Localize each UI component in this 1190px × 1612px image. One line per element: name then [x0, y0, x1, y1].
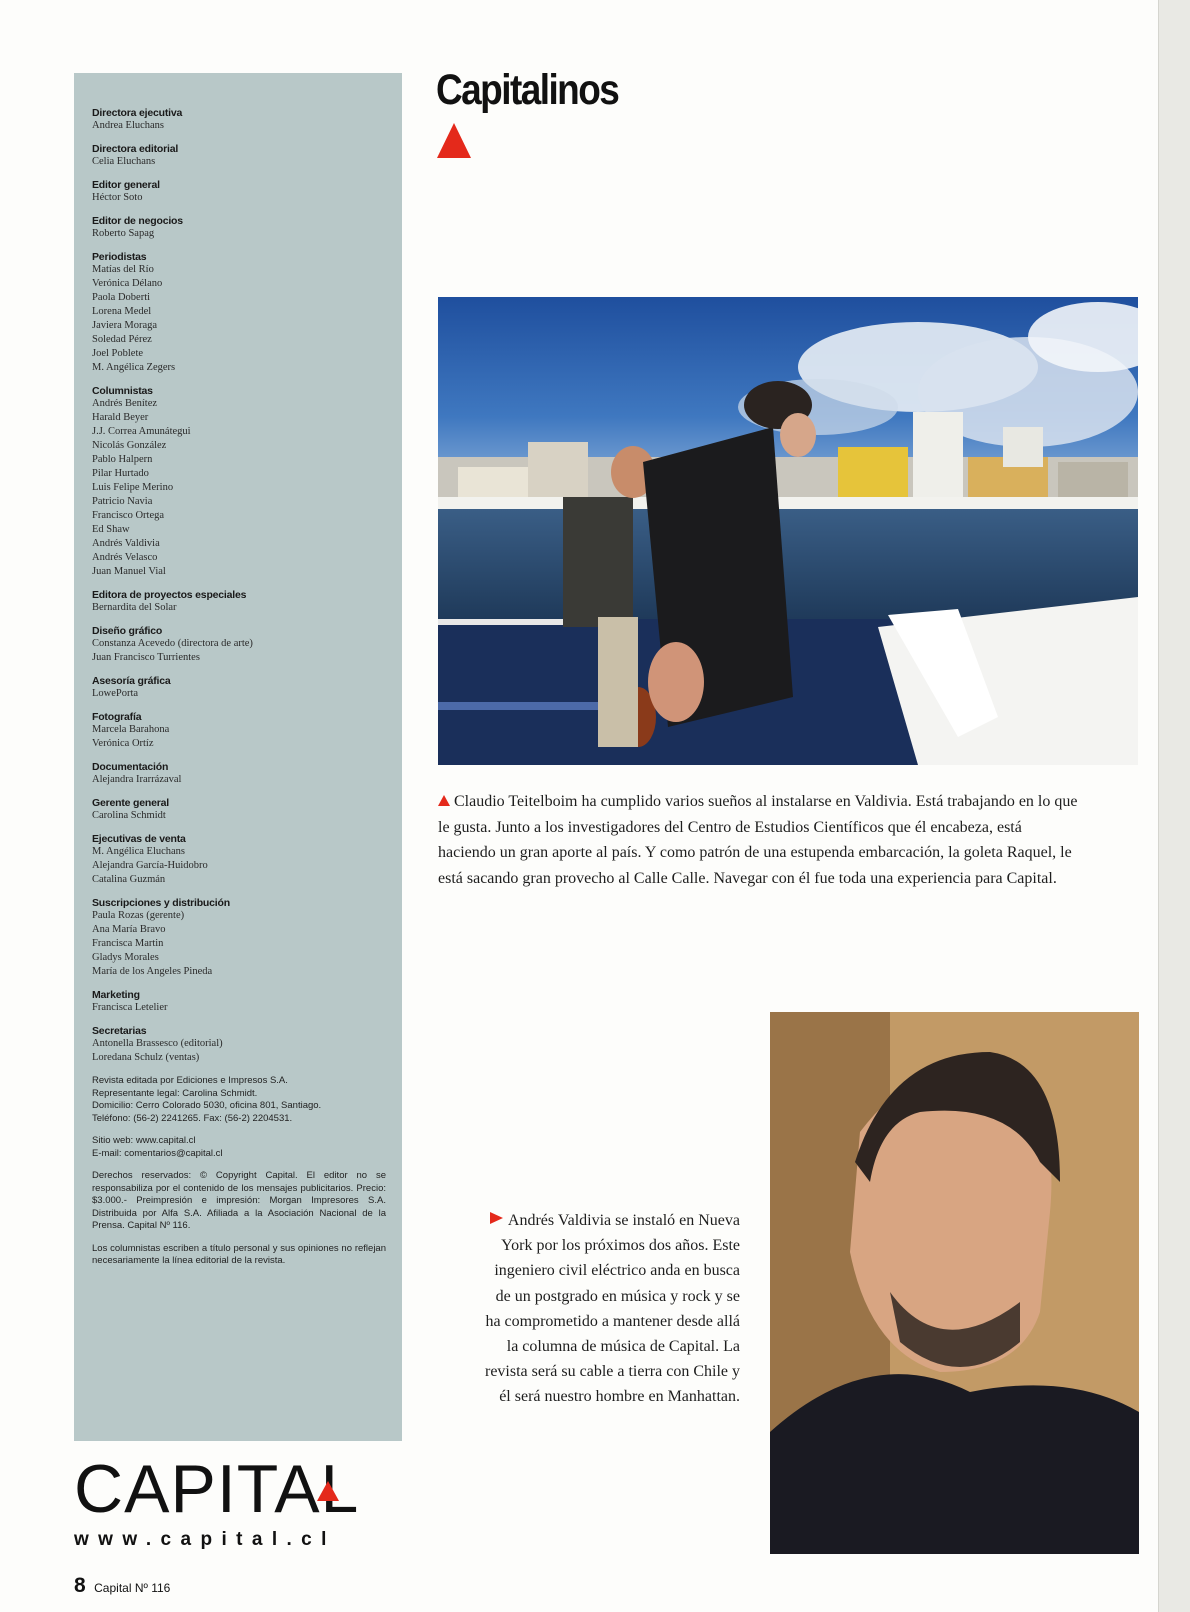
credit-role: Gerente general [92, 797, 169, 809]
caption-teitelboim [438, 789, 1078, 891]
caption-valdivia-text: Andrés Valdivia se instaló en Nueva York por los próximos dos años. Este ingeniero civil eléctrico anda en busca de un postgrado en música y rock y se ha comprometido a mantener desde allá la columna de música de Capital. La revista será su cable a tierra con Chile y él será nuestro hombre en Manhattan. [485, 1212, 740, 1406]
credit-group [92, 675, 386, 701]
credit-name: Paola Doberti [92, 292, 151, 303]
credit-name: Ana María Bravo [92, 924, 166, 935]
logo-triangle-icon [317, 1481, 339, 1501]
caption-triangle-icon [438, 795, 450, 806]
credit-name: Lorena Medel [92, 306, 152, 317]
credit-name: Juan Francisco Turrientes [92, 652, 200, 663]
credit-group [92, 1025, 386, 1065]
credit-group [92, 589, 386, 615]
page-edge [1158, 0, 1190, 1612]
credit-name: M. Angélica Zegers [92, 362, 176, 373]
credit-name: Marcela Barahona [92, 724, 170, 735]
credit-name: María de los Angeles Pineda [92, 966, 213, 977]
credit-group [92, 797, 386, 823]
credit-group [92, 989, 386, 1015]
credit-name: Patricio Navia [92, 496, 153, 507]
credit-name: Celia Eluchans [92, 156, 156, 167]
credit-role: Directora editorial [92, 143, 179, 155]
credit-name: Francisca Letelier [92, 1002, 168, 1013]
credit-group [92, 143, 386, 169]
credit-name: Javiera Moraga [92, 320, 158, 331]
credit-role: Columnistas [92, 385, 153, 397]
credit-name: Bernardita del Solar [92, 602, 177, 613]
publisher-info [92, 1075, 386, 1125]
credit-name: Loredana Schulz (ventas) [92, 1052, 200, 1063]
credit-name: Héctor Soto [92, 192, 143, 203]
credit-group [92, 107, 386, 133]
portrait-illustration [770, 1012, 1139, 1554]
credit-role: Periodistas [92, 251, 147, 263]
caption-arrow-icon [490, 1212, 503, 1224]
publisher-line: Domicilio: Cerro Colorado 5030, oficina 801, Santiago. [92, 1100, 322, 1111]
credit-group [92, 833, 386, 887]
credit-name: Andrés Benítez [92, 398, 158, 409]
credit-role: Suscripciones y distribución [92, 897, 230, 909]
contact-info [92, 1135, 386, 1160]
credit-group [92, 215, 386, 241]
credit-name: Andrea Eluchans [92, 120, 165, 131]
credit-name: Matías del Río [92, 264, 154, 275]
contact-line: Sitio web: www.capital.cl [92, 1135, 196, 1146]
folio [74, 1574, 170, 1598]
logo-url: www.capital.cl [74, 1529, 336, 1550]
credit-group [92, 179, 386, 205]
credit-group [92, 897, 386, 979]
credit-name: Harald Beyer [92, 412, 149, 423]
logo-wordmark: CAPITAL [74, 1451, 360, 1527]
credit-name: Alejandra García-Huidobro [92, 860, 208, 871]
section-triangle-icon [437, 123, 471, 158]
credit-name: Francisca Martin [92, 938, 164, 949]
credit-name: Constanza Acevedo (directora de arte) [92, 638, 253, 649]
issue-label: Capital Nº 116 [94, 1581, 171, 1595]
credit-name: Alejandra Irarrázaval [92, 774, 182, 785]
publisher-line: Revista editada por Ediciones e Impresos S.A. [92, 1075, 288, 1086]
credit-group [92, 625, 386, 665]
credit-name: Pablo Halpern [92, 454, 153, 465]
credit-name: Nicolás González [92, 440, 167, 451]
credit-name: Soledad Pérez [92, 334, 152, 345]
masthead-panel [74, 73, 402, 1441]
credit-name: Carolina Schmidt [92, 810, 166, 821]
credit-name: Juan Manuel Vial [92, 566, 166, 577]
credit-name: Ed Shaw [92, 524, 130, 535]
credit-name: J.J. Correa Amunátegui [92, 426, 191, 437]
credit-name: Paula Rozas (gerente) [92, 910, 185, 921]
credit-name: Gladys Morales [92, 952, 159, 963]
credit-name: Luis Felipe Merino [92, 482, 174, 493]
credit-name: Pilar Hurtado [92, 468, 149, 479]
publisher-line: Representante legal: Carolina Schmidt. [92, 1087, 258, 1099]
credit-name: Verónica Ortíz [92, 738, 154, 749]
credit-name: LowePorta [92, 688, 139, 699]
caption-teitelboim-text: Claudio Teitelboim ha cumplido varios sueños al instalarse en Valdivia. Está trabajando en lo que le gusta. Junto a los investigadores del Centro de Estudios Científicos que él encabeza, está haciendo un gran aporte al país. Y como patrón de una estupenda embarcación, la goleta Raquel, le está sacando gran provecho al Calle Calle. Navegar con él fue toda una experiencia para Capital. [438, 793, 1078, 887]
boat-photo-illustration [438, 297, 1138, 765]
credit-role: Secretarias [92, 1025, 147, 1037]
credit-group [92, 385, 386, 579]
credit-name: Andrés Valdivia [92, 538, 160, 549]
contact-line: E-mail: comentarios@capital.cl [92, 1147, 223, 1159]
credit-group [92, 761, 386, 787]
credit-role: Editor de negocios [92, 215, 183, 227]
columnist-disclaimer: Los columnistas escriben a título personal y sus opiniones no reflejan necesariamente la línea editorial de la revista. [92, 1242, 386, 1266]
credit-name: Andrés Velasco [92, 552, 158, 563]
credit-role: Directora ejecutiva [92, 107, 183, 119]
credit-role: Ejecutivas de venta [92, 833, 186, 845]
photo-boat-valdivia [438, 297, 1138, 765]
credit-name: M. Angélica Eluchans [92, 846, 186, 857]
credit-name: Verónica Délano [92, 278, 163, 289]
rights-notice: Derechos reservados: © Copyright Capital. El editor no se responsabiliza por el contenido de los mensajes publicitarios. Precio: $3.000.- Preimpresión e impresión: Morgan Impresores S.A. Distribuida por Alfa S.A. Afiliada a la Asociación Nacional de la Prensa. Capital Nº 116. [92, 1170, 386, 1231]
photo-andres-valdivia [770, 1012, 1139, 1554]
credit-name: Catalina Guzmán [92, 874, 166, 885]
credit-group [92, 711, 386, 751]
credit-role: Editora de proyectos especiales [92, 589, 247, 601]
credit-name: Antonella Brassesco (editorial) [92, 1038, 223, 1049]
credit-role: Documentación [92, 761, 169, 773]
caption-valdivia [478, 1208, 740, 1410]
credit-role: Asesoría gráfica [92, 675, 171, 687]
masthead-credits [92, 107, 386, 1065]
credit-name: Francisco Ortega [92, 510, 165, 521]
credit-group [92, 251, 386, 375]
credit-role: Marketing [92, 989, 140, 1001]
credit-role: Fotografía [92, 711, 142, 723]
section-title: Capitalinos [436, 66, 619, 114]
capital-logo [74, 1441, 402, 1551]
credit-name: Roberto Sapag [92, 228, 155, 239]
credit-role: Editor general [92, 179, 160, 191]
credit-role: Diseño gráfico [92, 625, 163, 637]
credit-name: Joel Poblete [92, 348, 144, 359]
publisher-line: Teléfono: (56-2) 2241265. Fax: (56-2) 2204531. [92, 1112, 293, 1124]
page-number: 8 [74, 1574, 86, 1597]
